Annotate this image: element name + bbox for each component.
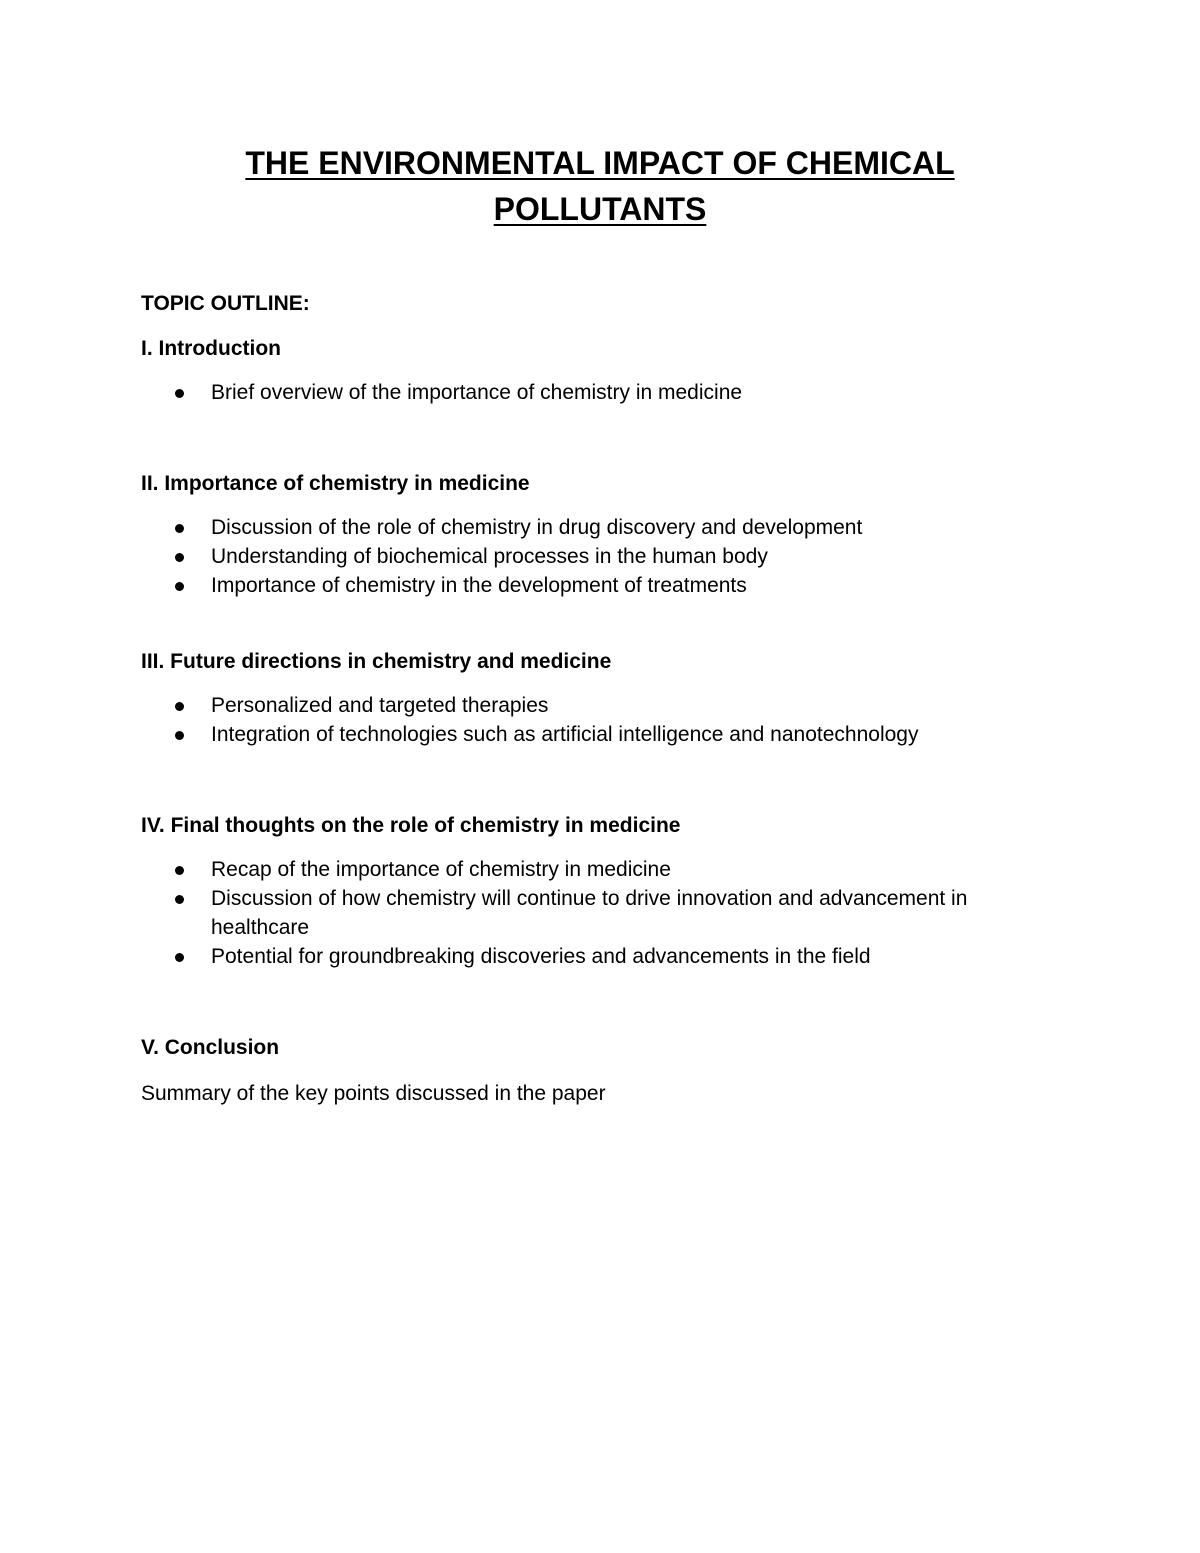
list-item: Discussion of the role of chemistry in drug discovery and development bbox=[141, 513, 1061, 542]
title-line-1: THE ENVIRONMENTAL IMPACT OF CHEMICAL bbox=[245, 145, 955, 181]
section-heading-3: III. Future directions in chemistry and medicine bbox=[141, 650, 612, 673]
bullet-icon bbox=[175, 582, 184, 591]
section-1-bullets bbox=[141, 378, 1061, 407]
section-4-bullets bbox=[141, 855, 1061, 971]
list-item: Recap of the importance of chemistry in medicine bbox=[141, 855, 1061, 884]
section-heading-4: IV. Final thoughts on the role of chemistry in medicine bbox=[141, 814, 681, 837]
list-item: Brief overview of the importance of chemistry in medicine bbox=[141, 378, 1061, 407]
document-title bbox=[140, 140, 1060, 232]
bullet-icon bbox=[175, 702, 184, 711]
list-item: Importance of chemistry in the development of treatments bbox=[141, 571, 1061, 600]
conclusion-text: Summary of the key points discussed in the paper bbox=[141, 1082, 606, 1105]
section-2-bullets bbox=[141, 513, 1061, 600]
section-3-bullets bbox=[141, 691, 1061, 749]
list-item: Potential for groundbreaking discoveries and advancements in the field bbox=[141, 942, 1061, 971]
bullet-icon bbox=[175, 953, 184, 962]
list-item: Understanding of biochemical processes in the human body bbox=[141, 542, 1061, 571]
bullet-icon bbox=[175, 553, 184, 562]
list-item: Discussion of how chemistry will continue to drive innovation and advancement in healthcare bbox=[141, 884, 1061, 942]
list-item: Integration of technologies such as artificial intelligence and nanotechnology bbox=[141, 720, 1061, 749]
bullet-icon bbox=[175, 866, 184, 875]
list-item: Personalized and targeted therapies bbox=[141, 691, 1061, 720]
section-heading-2: II. Importance of chemistry in medicine bbox=[141, 472, 530, 495]
bullet-icon bbox=[175, 895, 184, 904]
bullet-icon bbox=[175, 389, 184, 398]
section-heading-1: I. Introduction bbox=[141, 337, 281, 360]
title-line-2: POLLUTANTS bbox=[493, 191, 707, 227]
topic-outline-label: TOPIC OUTLINE: bbox=[141, 292, 310, 315]
section-heading-5: V. Conclusion bbox=[141, 1036, 280, 1059]
bullet-icon bbox=[175, 524, 184, 533]
bullet-icon bbox=[175, 731, 184, 740]
